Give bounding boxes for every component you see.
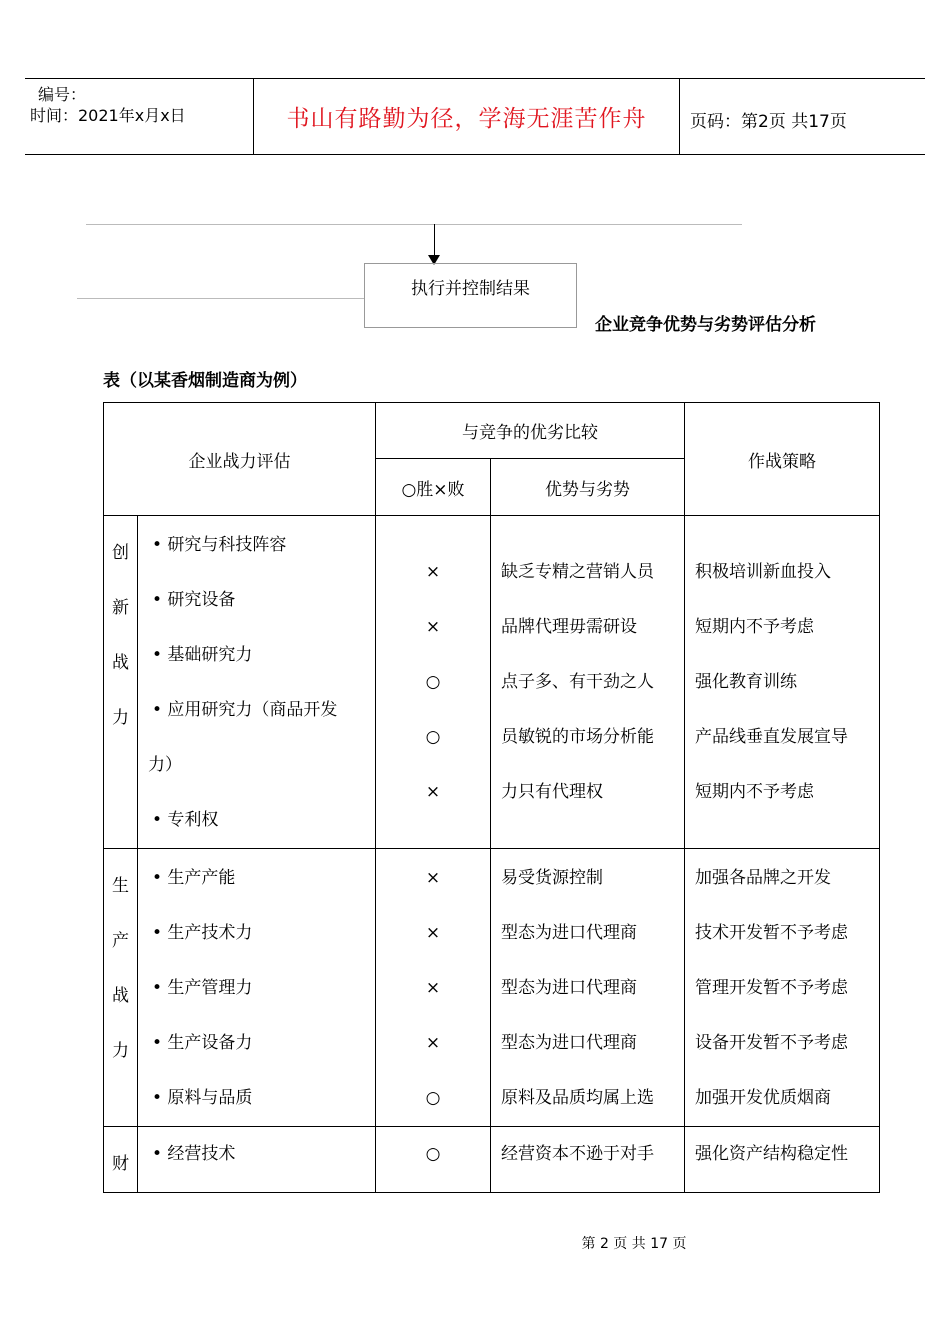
doc-time-label: 时间：2021年x月x日: [30, 106, 186, 125]
strategy-cell: 强化资产结构稳定性: [685, 1127, 880, 1193]
items-cell: [138, 849, 376, 1127]
header-bottom-rule: [25, 154, 925, 155]
header-strategy: 作战策略: [685, 403, 880, 516]
analysis-cell: 经营资本不逊于对手: [491, 1127, 685, 1193]
flow-connector-line: [77, 298, 364, 299]
evaluation-table: [103, 402, 880, 1193]
flow-box: [364, 263, 577, 328]
category-cell: 生 产 战 力: [104, 849, 138, 1127]
list-item: 力）: [148, 755, 182, 775]
list-item: • 原料与品质: [152, 1088, 253, 1108]
strategy-cell: 积极培训新血投入 短期内不予考虑 强化教育训练 产品线垂直发展宣导 短期内不予考虑: [685, 516, 880, 849]
marks-cell: ○: [376, 1127, 491, 1193]
items-cell: [138, 1127, 376, 1193]
header-top-rule: [25, 78, 925, 79]
analysis-cell: 缺乏专精之营销人员 品牌代理毋需研设 点子多、有干劲之人 员敏锐的市场分析能 力只有代理权: [491, 516, 685, 849]
list-item: • 研究设备: [152, 590, 236, 610]
flow-connector-line: [86, 224, 742, 225]
analysis-cell: 易受货源控制 型态为进口代理商 型态为进口代理商 型态为进口代理商 原料及品质均属上选: [491, 849, 685, 1127]
table-row: [104, 1127, 880, 1193]
list-item: • 生产技术力: [152, 923, 253, 943]
list-item: • 生产设备力: [152, 1033, 253, 1053]
header-page-label: 页码：第2页 共17页: [690, 112, 847, 132]
list-item: • 生产管理力: [152, 978, 253, 998]
subheader-mark: ○胜×败: [376, 459, 491, 516]
flow-box-label: 执行并控制结果: [411, 279, 530, 299]
header-motto: 书山有路勤为径，学海无涯苦作舟: [286, 106, 647, 132]
table-row: [104, 849, 880, 1127]
list-item: • 生产产能: [152, 868, 236, 888]
list-item: • 经营技术: [152, 1144, 236, 1164]
flow-arrow-line: [434, 224, 435, 258]
list-item: • 应用研究力（商品开发: [152, 700, 338, 720]
list-item: • 基础研究力: [152, 645, 253, 665]
marks-cell: × × × × ○: [376, 849, 491, 1127]
strategy-cell: 加强各品牌之开发 技术开发暂不予考虑 管理开发暂不予考虑 设备开发暂不予考虑 加强开发优质烟商: [685, 849, 880, 1127]
subheader-text: 优势与劣势: [491, 459, 685, 516]
header-compare: 与竞争的优劣比较: [376, 403, 685, 459]
section-title: 企业竞争优势与劣势评估分析: [595, 315, 816, 335]
list-item: • 专利权: [152, 810, 219, 830]
category-cell: 财: [104, 1127, 138, 1193]
marks-cell: × × ○ ○ ×: [376, 516, 491, 849]
list-item: • 研究与科技阵容: [152, 535, 287, 555]
page-footer: 第 2 页 共 17 页: [581, 1236, 687, 1252]
table-caption: 表（以某香烟制造商为例）: [103, 371, 307, 391]
doc-number-label: 编号：: [38, 85, 87, 104]
header-divider: [679, 78, 680, 155]
table-row: [104, 516, 880, 849]
category-cell: 创 新 战 力: [104, 516, 138, 849]
header-eval: 企业战力评估: [104, 403, 376, 516]
items-cell: [138, 516, 376, 849]
